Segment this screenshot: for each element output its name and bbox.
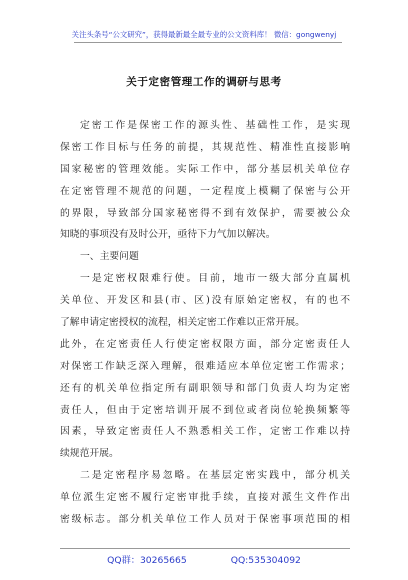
body-line: 一、主要问题 — [80, 251, 139, 263]
body-line: 二是定密程序易忽略。在基层定密实践中，部分机关 — [80, 470, 350, 482]
header-divider — [74, 42, 342, 43]
footer-contact — [0, 552, 408, 566]
body-line: 单位派生定密不履行定密审批手续，直接对派生文件作出 — [60, 492, 350, 504]
document-body — [60, 115, 350, 531]
body-line: 国家秘密的管理效能。实际工作中，部分基层机关单位存 — [60, 163, 350, 175]
body-line: 因素，导致定密责任人不熟悉相关工作，定密工作难以持 — [60, 426, 350, 438]
body-line: 的界限，导致部分国家秘密得不到有效保护，需要被公众 — [60, 207, 350, 219]
body-line: 关单位、开发区和县(市、区)没有原始定密权，有的也不 — [60, 295, 350, 307]
footer-divider — [60, 548, 350, 549]
body-line: 定密工作是保密工作的源头性、基础性工作，是实现 — [80, 120, 350, 131]
body-line: 此外，在定密责任人行使定密权限方面，部分定密责任人 — [60, 338, 350, 350]
body-line: 一是定密权限难行使。目前，地市一级大部分直属机 — [80, 273, 350, 285]
body-line: 了解申请定密授权的流程，相关定密工作难以正常开展。 — [60, 317, 305, 329]
body-line: 保密工作目标与任务的前提，其规范性、精准性直接影响 — [60, 141, 350, 153]
body-line: 责任人，但由于定密培训开展不到位或者岗位轮换频繁等 — [60, 404, 350, 416]
body-line: 在定密管理不规范的问题，一定程度上模糊了保密与公开 — [60, 185, 350, 197]
body-line: 对保密工作缺乏深入理解，很难适应本单位定密工作需求； — [60, 360, 350, 372]
footer-qq: QQ:535304092 — [230, 555, 301, 566]
header-promo-text: 关注头条号“公文研究”，获得最新最全最专业的公文资料库！ 微信：gongwenyj — [71, 30, 337, 39]
footer-qq-group: QQ群：30265665 — [107, 555, 187, 566]
body-line: 密级标志。部分机关单位工作人员对于保密事项范围的相 — [60, 514, 350, 526]
body-line: 还有的机关单位指定所有副职领导和部门负责人均为定密 — [60, 382, 350, 394]
body-line: 知晓的事项没有及时公开，亟待下力气加以解决。 — [60, 229, 276, 241]
body-line: 续规范开展。 — [60, 448, 119, 460]
document-title: 关于定密管理工作的调研与思考 — [126, 76, 282, 88]
